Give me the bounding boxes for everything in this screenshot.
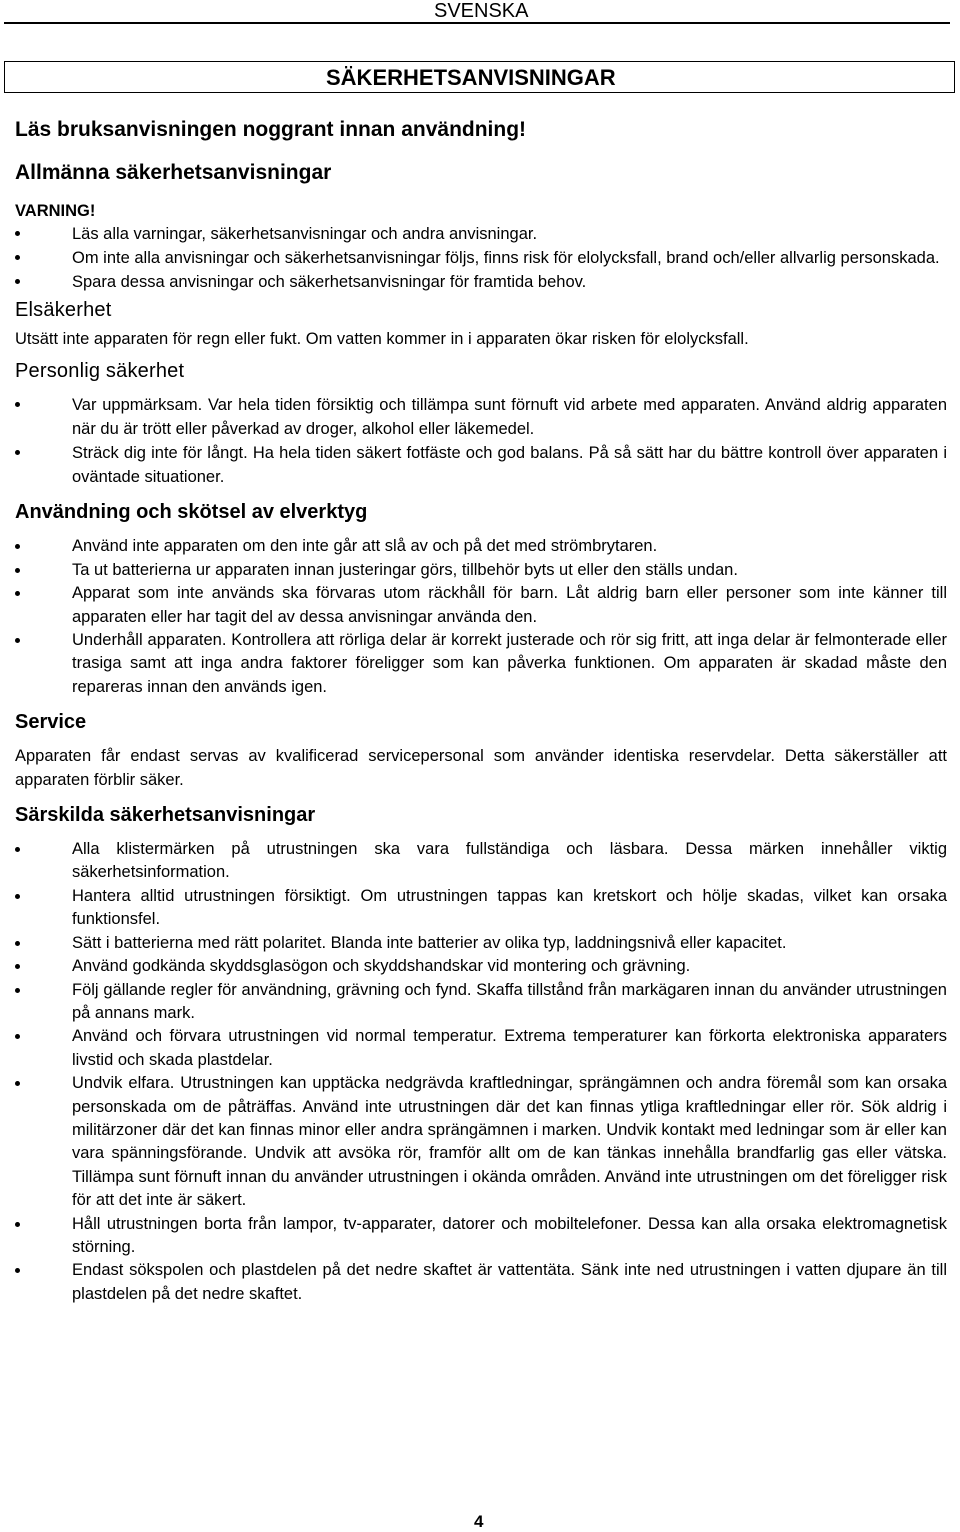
list-item: Spara dessa anvisningar och säkerhetsanvisningar för framtida behov. bbox=[15, 270, 947, 294]
special-list bbox=[15, 838, 947, 1306]
electrical-text: Utsätt inte apparaten för regn eller fukt. Om vatten kommer in i apparaten ökar risken för elolycksfall. bbox=[15, 330, 749, 348]
section-title-box bbox=[4, 61, 955, 93]
list-item: Endast sökspolen och plastdelen på det nedre skaftet är vattentäta. Sänk inte ned utrustningen i vatten djupare än till plastdelen på det nedre skaftet. bbox=[15, 1259, 947, 1306]
list-item: Ta ut batterierna ur apparaten innan justeringar görs, tillbehör byts ut eller den ställs undan. bbox=[15, 559, 947, 582]
list-item: Sträck dig inte för långt. Ha hela tiden säkert fotfäste och god balans. På så sätt har du bättre kontroll över apparaten i oväntade situationer. bbox=[15, 441, 947, 489]
personal-list bbox=[15, 393, 947, 489]
use-care-list bbox=[15, 535, 947, 699]
intro-heading: Läs bruksanvisningen noggrant innan användning! bbox=[15, 118, 527, 141]
general-heading: Allmänna säkerhetsanvisningar bbox=[15, 161, 332, 184]
list-item: Använd och förvara utrustningen vid normal temperatur. Extrema temperaturer kan förkorta elektroniska apparaters livstid och skada plastdelar. bbox=[15, 1025, 947, 1072]
list-item: Följ gällande regler för användning, grävning och fynd. Skaffa tillstånd från markägaren innan du använder utrustningen på annans mark. bbox=[15, 979, 947, 1026]
language-label: SVENSKA bbox=[434, 0, 529, 22]
general-list bbox=[15, 222, 947, 294]
service-heading: Service bbox=[15, 711, 87, 734]
list-item: Använd godkända skyddsglasögon och skyddshandskar vid montering och grävning. bbox=[15, 955, 947, 978]
list-item: Läs alla varningar, säkerhetsanvisningar och andra anvisningar. bbox=[15, 222, 947, 246]
list-item: Håll utrustningen borta från lampor, tv-apparater, datorer och mobiltelefoner. Dessa kan alla orsaka elektromagnetisk störning. bbox=[15, 1213, 947, 1260]
list-item: Underhåll apparaten. Kontrollera att rörliga delar är korrekt justerade och rör sig fritt, att inga delar är felmonterade eller trasiga samt att inga andra faktorer föreligger som kan påverka funktionen. Om apparaten är skadad måste den repareras innan den används igen. bbox=[15, 629, 947, 699]
list-item: Sätt i batterierna med rätt polaritet. Blanda inte batterier av olika typ, laddningsnivå eller kapacitet. bbox=[15, 932, 947, 955]
list-item: Alla klistermärken på utrustningen ska vara fullständiga och läsbara. Dessa märken innehåller viktig säkerhetsinformation. bbox=[15, 838, 947, 885]
list-item: Om inte alla anvisningar och säkerhetsanvisningar följs, finns risk för elolycksfall, brand och/eller allvarlig personskada. bbox=[15, 246, 947, 270]
warning-label: VARNING! bbox=[15, 202, 96, 220]
list-item: Undvik elfara. Utrustningen kan upptäcka nedgrävda kraftledningar, sprängämnen och andra föremål som kan orsaka personskada om de påträffas. Använd inte utrustningen där det kan finnas ytliga kraftledningar eller rör. Sök aldrig i militärzoner där det kan finnas minor eller andra sprängämnen i marken. Undvik kontakt med ledningar som är eller kan vara spänningsförande. Undvik att avsöka rör, framför allt om de kan tänkas innehålla brandfarlig gas eller vätska. Tillämpa sunt förnuft innan du använder utrustningen i okända områden. Använd inte utrustningen om det föreligger risk för att det inte är säkert. bbox=[15, 1072, 947, 1212]
special-heading: Särskilda säkerhetsanvisningar bbox=[15, 804, 316, 827]
page-number: 4 bbox=[474, 1512, 484, 1531]
section-title: SÄKERHETSANVISNINGAR bbox=[326, 65, 616, 90]
content bbox=[15, 115, 947, 1306]
list-item: Använd inte apparaten om den inte går att slå av och på det med strömbrytaren. bbox=[15, 535, 947, 558]
header-rule bbox=[4, 22, 950, 24]
list-item: Hantera alltid utrustningen försiktigt. Om utrustningen tappas kan kretskort och hölje skadas, vilket kan orsaka funktionsfel. bbox=[15, 885, 947, 932]
use-care-heading: Användning och skötsel av elverktyg bbox=[15, 501, 368, 524]
list-item: Apparat som inte används ska förvaras utom räckhåll för barn. Låt aldrig barn eller personer som inte känner till apparaten eller har tagit del av dessa anvisningar använda den. bbox=[15, 582, 947, 629]
list-item: Var uppmärksam. Var hela tiden försiktig och tillämpa sunt förnuft vid arbete med apparaten. Använd aldrig apparaten när du är trött eller påverkad av droger, alkohol eller läkemedel. bbox=[15, 393, 947, 441]
electrical-heading: Elsäkerhet bbox=[15, 299, 112, 321]
personal-heading: Personlig säkerhet bbox=[15, 360, 185, 383]
service-text: Apparaten får endast servas av kvalificerad servicepersonal som använder identiska reservdelar. Detta säkerställer att apparaten förblir säker. bbox=[15, 747, 947, 789]
